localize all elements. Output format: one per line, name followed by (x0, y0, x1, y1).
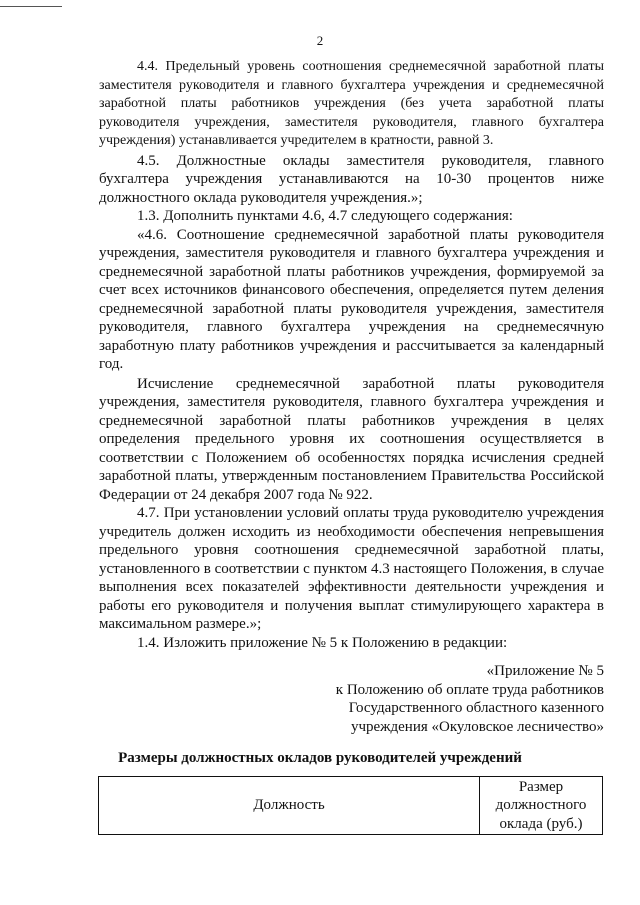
appendix-line: Государственного областного казенного (348, 700, 604, 717)
table-header-row (99, 777, 603, 835)
appendix-header (304, 662, 604, 736)
appendix-line: к Положению об оплате труда работников (335, 681, 604, 698)
column-header-line: должностного (495, 797, 587, 814)
paragraph-4-6: «4.6. Соотношение среднемесячной заработной платы руководителя учреждения, заместителя руководителя и главного бухгалтера учреждения и среднемесячной заработной платы работников учреждения, формируемой за счет всех источников финансового обеспечения, определяется путем деления среднемесячной заработной платы руководителя учреждения, заместителя руководителя, главного бухгалтера учреждения на среднемесячную заработную плату работников учреждения и рассчитывается за календарный год. (99, 226, 604, 372)
salary-table (98, 776, 603, 835)
paragraph-1-3: 1.3. Дополнить пунктами 4.6, 4.7 следующего содержания: (137, 208, 513, 224)
table-title: Размеры должностных окладов руководителей учреждений (118, 750, 522, 766)
column-header-salary (480, 777, 603, 835)
paragraph-1-4: 1.4. Изложить приложение № 5 к Положению в редакции: (137, 634, 508, 651)
paragraph-4-4: 4.4. Предельный уровень соотношения среднемесячной заработной платы заместителя руководителя и главного бухгалтера учреждения и среднемесячной заработной платы работников учреждения (без учета заработной платы руководителя учреждения, заместителя руководителя, главного бухгалтера учреждения) устанавливается учредителем в кратности, равной 3. (99, 59, 604, 148)
paragraph-4-5: 4.5. Должностные оклады заместителя руководителя, главного бухгалтера учреждения устанавливаются на 10-30 процентов ниже должностного оклада руководителя учреждения.»; (99, 152, 604, 206)
scan-edge-line (0, 6, 62, 7)
document-body (99, 58, 604, 652)
paragraph-calculation: Исчисление среднемесячной заработной платы руководителя учреждения, заместителя руководителя, главного бухгалтера учреждения и среднемесячной заработной платы работников учреждения в целях определения предельного уровня их соотношения осуществляется в соответствии с Положением об особенностях порядка исчисления средней заработной платы, утвержденным постановлением Правительства Российской Федерации от 24 декабря 2007 года № 922. (99, 375, 604, 503)
column-header-position: Должность (99, 777, 480, 835)
column-header-line: оклада (руб.) (499, 815, 583, 832)
column-header-line: Размер (518, 778, 564, 795)
appendix-line: «Приложение № 5 (486, 663, 604, 679)
paragraph-4-7: 4.7. При установлении условий оплаты труда руководителю учреждения учредитель должен исходить из необходимости обеспечения непревышения предельного уровня соотношения среднемесячной заработной платы, установленного в соответствии с пунктом 4.3 настоящего Положения, в случае выполнения всех показателей эффективности деятельности учреждения и работы его руководителя и получения выплат стимулирующего характера в максимальном размере.»; (99, 505, 604, 632)
appendix-line: учреждения «Окуловское лесничество» (350, 718, 604, 735)
page-number: 2 (316, 33, 324, 48)
